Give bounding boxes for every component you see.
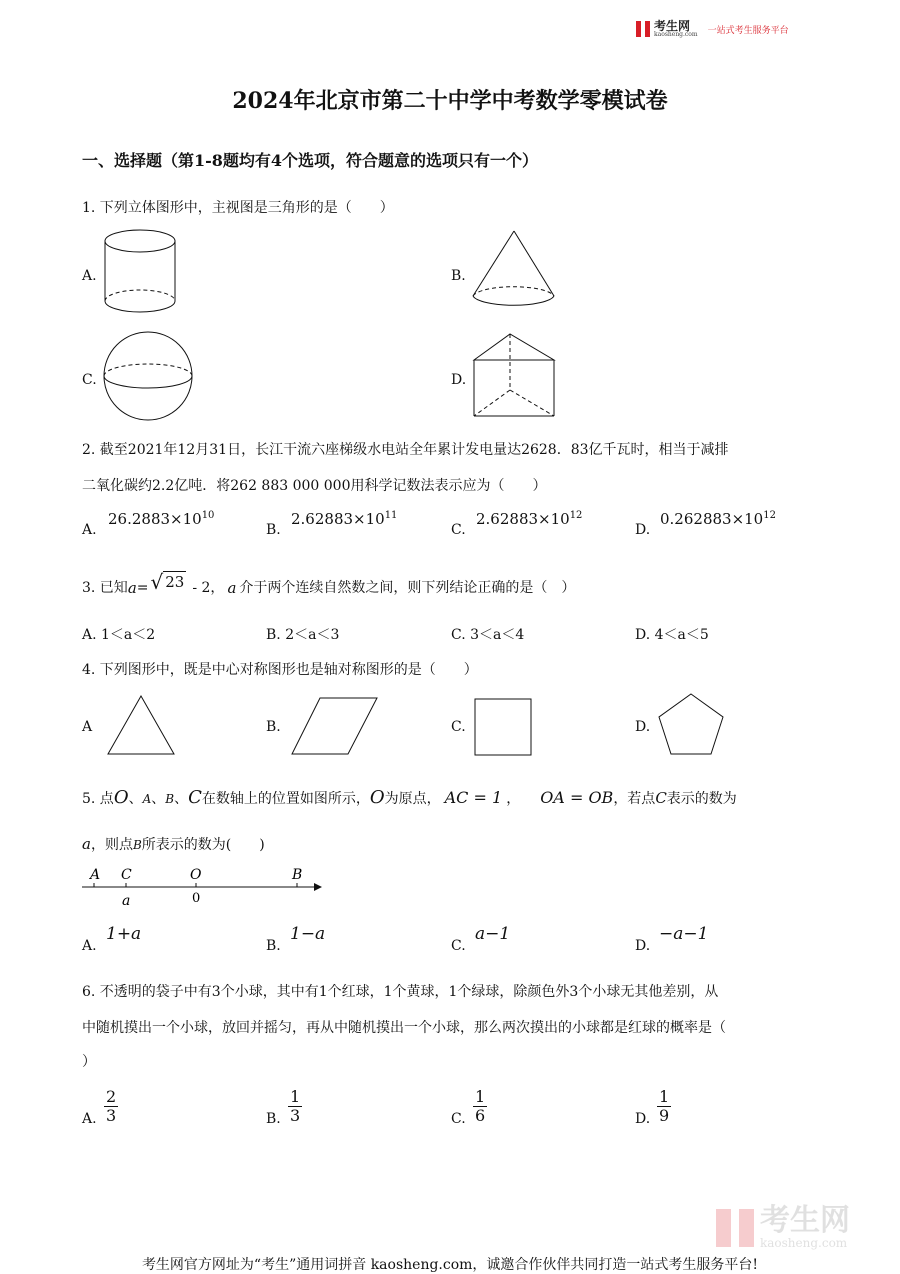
q3-option-b: B. 2＜a＜3 bbox=[266, 627, 340, 643]
q5-line2: a，则点B所表示的数为( ) bbox=[82, 835, 265, 853]
q1-sphere-figure bbox=[102, 330, 194, 422]
logo-icon bbox=[636, 21, 650, 37]
page-title: 2024年北京市第二十中学中考数学零模试卷 bbox=[232, 88, 668, 114]
axis-label-c: C bbox=[121, 867, 132, 883]
q5-option-d: −a−1 bbox=[659, 924, 709, 944]
q3-option-c: C. 3＜a＜4 bbox=[451, 627, 525, 643]
q6-fraction-d: $\frac{1}{9}$ bbox=[659, 1087, 670, 1125]
logo-domain: kaosheng.com bbox=[654, 31, 698, 38]
q3-option-a: A. 1＜a＜2 bbox=[82, 627, 156, 643]
q5-label-d: D. bbox=[635, 938, 651, 954]
q6-label-d: D. bbox=[635, 1111, 651, 1127]
q6-line3: ） bbox=[82, 1054, 96, 1070]
q4-pentagon-figure bbox=[656, 692, 726, 758]
q2-label-b: B. bbox=[266, 522, 281, 538]
q6-fraction-a: $\frac{2}{3}$ bbox=[106, 1087, 117, 1125]
q5-option-b: 1−a bbox=[290, 924, 326, 944]
site-logo bbox=[636, 20, 789, 38]
axis-label-a: A bbox=[90, 867, 101, 883]
q6-line1: 6. 不透明的袋子中有3个小球，其中有1个红球，1个黄球，1个绿球，除颜色外3个小球无其他差别，从 bbox=[82, 984, 719, 1000]
sqrt-23: √ 23 bbox=[150, 569, 185, 594]
q2-option-b: $2.62883\times 10^{11}$ bbox=[291, 510, 398, 528]
q5-option-a: 1+a bbox=[106, 924, 142, 944]
q1-stem: 1. 下列立体图形中，主视图是三角形的是（ ） bbox=[82, 200, 394, 216]
q4-label-d: D. bbox=[635, 719, 651, 735]
watermark-logo bbox=[716, 1203, 850, 1250]
q5-line1: 5. 点O、A、B、C在数轴上的位置如图所示，O为原点， AC = 1 ， OA = OB，若点C表示的数为 bbox=[82, 787, 737, 808]
q1-label-d: D. bbox=[451, 372, 467, 388]
q2-label-c: C. bbox=[451, 522, 466, 538]
q2-option-c: $2.62883\times 10^{12}$ bbox=[476, 510, 583, 528]
q5-option-c: a−1 bbox=[475, 924, 511, 944]
q6-label-c: C. bbox=[451, 1111, 466, 1127]
axis-value-zero: 0 bbox=[192, 891, 201, 906]
q4-stem: 4. 下列图形中，既是中心对称图形也是轴对称图形的是（ ） bbox=[82, 662, 478, 678]
q6-label-a: A. bbox=[82, 1111, 97, 1127]
q4-square-figure bbox=[473, 697, 533, 757]
logo-slogan: 一站式考生服务平台 bbox=[707, 25, 789, 36]
q3-stem: 3. 已知 a = √ 23 - 2， a 介于两个连续自然数之间，则下列结论正确的是（ ） bbox=[82, 569, 576, 597]
q6-line2: 中随机摸出一个小球，放回并摇匀，再从中随机摸出一个小球，那么两次摸出的小球都是红球的概率是（ bbox=[82, 1020, 726, 1036]
q6-fraction-b: $\frac{1}{3}$ bbox=[290, 1087, 301, 1125]
q5-label-a: A. bbox=[82, 938, 97, 954]
q2-label-a: A. bbox=[82, 522, 97, 538]
q6-fraction-c: $\frac{1}{6}$ bbox=[475, 1087, 486, 1125]
q4-triangle-figure bbox=[106, 694, 176, 756]
axis-value-a: a bbox=[122, 893, 131, 909]
q5-label-b: B. bbox=[266, 938, 281, 954]
q2-option-d: $0.262883\times 10^{12}$ bbox=[660, 510, 776, 528]
q6-label-b: B. bbox=[266, 1111, 281, 1127]
q1-label-a: A. bbox=[82, 268, 97, 284]
q5-label-c: C. bbox=[451, 938, 466, 954]
section-heading: 一、选择题（第1-8题均有4个选项，符合题意的选项只有一个） bbox=[82, 151, 539, 170]
logo-text: 考生网 bbox=[654, 19, 691, 33]
page-footer: 考生网官方网址为“考生”通用词拼音 kaosheng.com，诚邀合作伙伴共同打造一站式考生服务平台! bbox=[141, 1257, 759, 1273]
axis-label-b: B bbox=[292, 867, 303, 883]
q2-label-d: D. bbox=[635, 522, 651, 538]
q1-label-c: C. bbox=[82, 372, 97, 388]
axis-label-o: O bbox=[190, 867, 202, 883]
q2-line1: 2. 截至2021年12月31日，长江干流六座梯级水电站全年累计发电量达2628．83亿千瓦时，相当于减排 bbox=[82, 442, 729, 458]
q1-label-b: B. bbox=[451, 268, 466, 284]
q1-cylinder-figure bbox=[102, 228, 178, 316]
watermark-text: 考生网 bbox=[760, 1203, 850, 1238]
q2-line2: 二氧化碳约2.2亿吨．将262 883 000 000用科学记数法表示应为（ ） bbox=[82, 478, 547, 494]
q3-option-d: D. 4＜a＜5 bbox=[635, 627, 709, 643]
q4-label-c: C. bbox=[451, 719, 466, 735]
watermark-icon bbox=[716, 1209, 754, 1247]
number-line-figure bbox=[82, 862, 332, 910]
watermark-domain: kaosheng.com bbox=[760, 1236, 848, 1250]
q4-label-b: B. bbox=[266, 719, 281, 735]
q2-option-a: $26.2883\times 10^{10}$ bbox=[108, 510, 215, 528]
q1-prism-figure bbox=[470, 330, 558, 420]
q4-label-a: A bbox=[82, 719, 93, 735]
q4-parallelogram-figure bbox=[290, 696, 380, 756]
q1-cone-figure bbox=[470, 228, 558, 318]
